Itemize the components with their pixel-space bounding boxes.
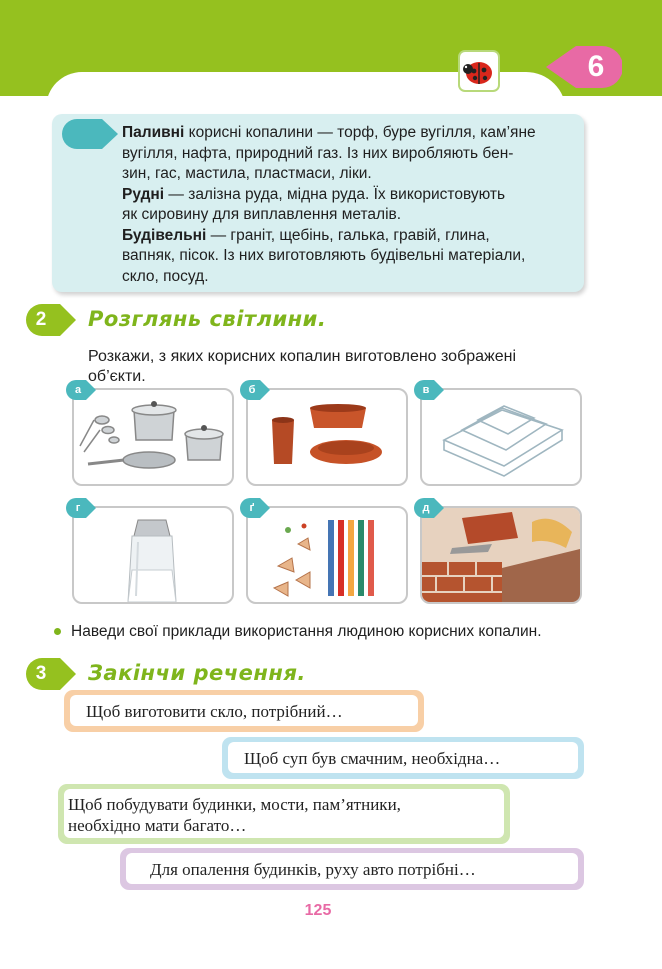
bullet-icon	[54, 628, 61, 635]
photo-card-a	[72, 388, 234, 486]
task-2-title: Розглянь світлини.	[88, 307, 327, 331]
task-2-instruction	[88, 347, 584, 387]
sentence-box-1	[64, 690, 424, 732]
build-term: Будівельні	[122, 226, 207, 244]
fuel-text-line: вугілля, нафта, природний газ. Із них виробляють бен-	[122, 144, 514, 162]
card-label: б	[248, 384, 256, 396]
sentence-text: Щоб суп був смачним, необхідна…	[244, 748, 501, 768]
photo-card-g-prime	[246, 506, 408, 604]
card-label: ґ	[249, 502, 255, 514]
ore-term: Рудні	[122, 185, 165, 203]
task-2-number: 2	[35, 309, 47, 330]
sentence-text: Щоб виготовити скло, потрібний…	[86, 701, 343, 721]
fuel-text: корисні копалини — торф, буре вугілля, кам’яне	[184, 124, 536, 141]
pencils-image	[248, 508, 408, 604]
build-text: — граніт, щебінь, галька, гравій, глина,	[206, 226, 490, 244]
ladybug-icon	[458, 50, 500, 92]
photo-card-b	[246, 388, 408, 486]
sentence-box-3	[58, 784, 510, 844]
sentence-text: Для опалення будинків, руху авто потрібні…	[150, 859, 476, 879]
sentence-text: Щоб побудувати будинки, мости, пам’ятники,	[68, 795, 401, 814]
photo-card-g	[72, 506, 234, 604]
photo-card-d	[420, 506, 582, 604]
sentence-box-2	[222, 737, 584, 779]
build-text-line: вапняк, пісок. Із них виготовляють будівельні матеріали,	[122, 247, 526, 264]
instruction-line: об’єкти.	[88, 368, 146, 385]
fuel-text-line: зин, гас, мастила, пластмаси, ліки.	[122, 165, 372, 182]
cookware-image	[74, 390, 234, 486]
build-text-line: скло, посуд.	[122, 267, 209, 285]
card-label: в	[422, 384, 430, 396]
task-2-bullet	[54, 623, 614, 641]
clay-dishes-image	[248, 390, 408, 486]
sentence-text: необхідно мати багато…	[68, 816, 247, 835]
instruction-line: Розкажи, з яких корисних копалин виготовлено зображені	[88, 348, 517, 365]
photo-card-v	[420, 388, 582, 486]
sentence-box-4	[120, 848, 584, 890]
salt-shaker-image	[74, 508, 234, 604]
bullet-text: Наведи свої приклади використання людиною корисних копалин.	[71, 623, 542, 640]
ore-text-line: як сировину для виплавлення металів.	[122, 206, 402, 223]
info-marker-icon	[62, 119, 118, 149]
info-text	[122, 123, 572, 287]
card-label: а	[74, 384, 82, 396]
task-3-title: Закінчи речення.	[88, 661, 306, 685]
glass-dishes-image	[422, 390, 582, 486]
page-number: 125	[304, 902, 332, 919]
fuel-term: Паливні	[122, 124, 185, 141]
card-label: д	[422, 502, 430, 514]
bricklaying-image	[422, 508, 582, 604]
card-label: г	[75, 502, 81, 514]
ore-text: — залізна руда, мідна руда. Їх використовують	[164, 185, 506, 203]
task-3-number: 3	[35, 663, 47, 684]
lesson-number: 6	[587, 50, 605, 83]
